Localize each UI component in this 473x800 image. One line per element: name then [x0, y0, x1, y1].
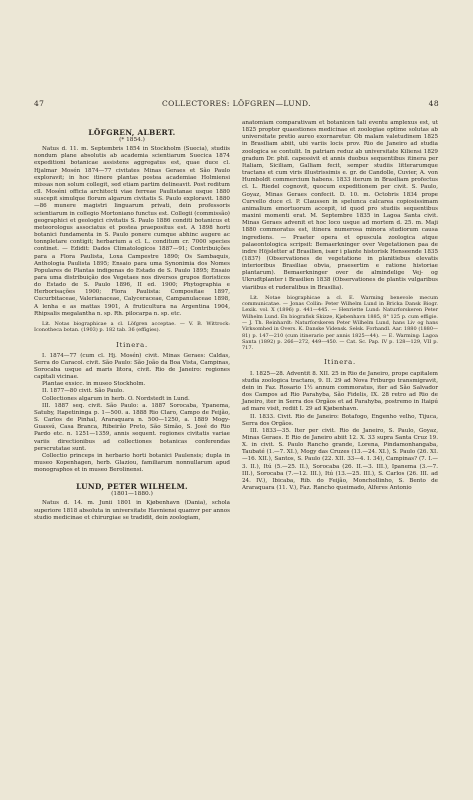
itinerary-paragraph: I. 1825—28. Adventit 8. XII. 25 in Rio de Janeiro, prope capitalem studia zoologica tractans, 9. II. 29 ad Nova Friburgo transmigravit, dein in Faz. Rosario 1½ annum commoratus, iter ad São Salvador dos Campos ad Rio Parahyba, São Fidelis, IX. 28 retro ad Rio de Janeiro, iter in Serra dos Orgãos et ad Parahyba, postremo in Itaipú ad mare visit, rediit I. 29 ad Kjøbenhavn. [242, 370, 438, 413]
page-number-right: 48 [428, 99, 439, 108]
itinerary-paragraph: III. 1887 seq. civit. São Paulo: a. 1887 Sorocaba, Ypanema, Satuby, Itapetininga p. 1—500. a. 1888 Rio Claro, Campo de Feijão, S. Carlos de Pinhal, Araraquara n. 500—1250, a. 1889 Mogy-Guassú, Casa Branca, Ribeirão Preto, São Simão, S. José do Rio Pardo etc. n. 1251—1359, annis sequent. regiones civitatis variae variis directionibus ad collectiones botanicas conferendas perscrutatae sunt. [34, 402, 230, 452]
running-header [34, 99, 439, 111]
entry-dates-lund: (1801—1880.) [111, 491, 153, 498]
biography-lund-continued: anatomiam comparativam et botanicen tali eventu amplexus est, ut 1825 propter quaestiones medicinae et zoologiae optime solutas ab universitate pretio aureo exornaretur. Ob malam valetudinem 1825 in Brasiliam abiit, ubi variis locis prov. Rio de Janeiro ad studia zoologica se contulit. In patriam reduz ab universitate Kiliensi 1829 gradum Dr. phil. capessivit et annis duobus sequentibus itinera per Italiam, Siciliam, Galliam fecit, semper studiis litterarumque tractans et cum viris illustrissimis e. gr. de Candolle, Cuvier, A. von Humboldt commercium habens. 1833 iterum in Brasiliam profectus cl. L. Riedel cognovit, quocum expeditionem per civit. S. Paulo, Goyaz, Minas Geraes confecit. D. 10. m. Octobris 1834 prope Curvello duce cl. P. Claussen in spelunca calcarea copiosissimam animalium emortuorum accepit, id quod pro studiis sequentibus maxini momenti erat. M. Septembre 1835 in Lagoa Santa civit. Minas Geraes advenit et hoc loco usque ad mortem d. 25. m. Maji 1880 commoratus est, itinera numerosa minora studiorum causa ingrediens. — Praeter opera et opuscula zoologica atque palaeontologica scripsit: Bemaerkninger over Vegetationen paa de indre Höjsletter af Brasilien, især i plante historisk Henseende 1835 (1837) (Observationes de vegetatione in planitiebus elevatis interioribus Brasiliae obvia, praesertim e ratione historiae plantarum). Bemaerkninger over de almindelige Vej- og Ukrudtplanter i Brasilien 1838 (Observationes de plantis vulgaribus viariibus et ruderalibus in Brasilia). [242, 120, 438, 291]
itinerary-paragraph: Collectiones algarum in herb. O. Nordstedt in Lund. [42, 395, 190, 402]
itinerary-paragraph: Collectio princeps in herbario horti botanici Paulensis; dupla in museo Kopenhagen, herb. Glaziou, familiarum nonnullarum apud monographos et in museo Berolinensi. [34, 452, 230, 474]
itinera-heading-lund: Itinera. [324, 358, 356, 367]
itinera-heading-lofgren: Itinera. [116, 340, 148, 349]
entry-dates-lofgren: (* 1854.) [119, 137, 145, 143]
itinerary-paragraph: II. 1833. Civit. Rio de Janeiro: Botafogo, Engenho velho, Tijuca, Serra dos Orgãos. [242, 413, 438, 427]
biography-lofgren: Natus d. 11. m. Septembris 1854 in Stockholm (Suecia), studiis nondum plane absolutis ab academia scientiarum Suecica 1874 expeditioni botanicae assistens aggregatus est, quae duce cl. Hjalmar Mosén 1874—77 civitates Minas Geraes et São Paulo exploravit; in hoc itinere plantas postea academiae Holmiensi missas non solum collegit, sed etiam partim delineavit. Post reditum cll. Moséni officia architecti viae ferreae Paulistanae usque 1880 suscepit simulque florum algarum civitatis S. Paulo exploravit. 1880—86 munere magistri linguarum privati, dein professoris scientiarum in collegio Mortoniano functus est. Collegii (commissão) geographici et geologici civitatis S. Paulo 1886 conditi botanicus et meteorologus associatus et postea praepositus est. A 1898 horti botanici fundamenta in S. Paulo ponere cumque abhinc augere ac tonnpletare contigit; herbarium a cl. L. conditum cr. 7000 species continet. — Edidit: Dados Climatologicos 1887—91; Contribuições para a Flora Paulista, Loxa Campestre 1890; Os Sambaquis, Anthologia Paulista 1895; Ensaio para uma Synonimia dos Nomes Populares de Plantas indigenas do Estado de S. Paulo 1895; Ensaio para uma distribuição dos Vegetaes nos diversos grupos floristicos do Estado de S. Paulo 1896, II ed. 1900; Phytographia e Herborisações 1900; Flora Paulista: Compositae 1897, Cucurbitaceae, Valerianaceae, Calyceraceae, Campanulaceae 1898, A lenha e as mattas 1901, A fruticultura na Argentina 1904, Rhipsalis megalantha n. sp. Rh. pilocarpa n. sp. etc. [34, 146, 230, 317]
entry-name-lofgren: LÖFGREN, ALBERT. [88, 128, 176, 137]
running-title: COLLECTORES: LÖFGREN—LUND. [162, 99, 311, 108]
literature-lund: Lit. Notae biographicae a cl. E. Warming benevole mecum communicatae. — Jonas Collin: Peter Wilhelm Lund in Bricka Dansk Biogr. Lexik. vol. X (1896) p. 441—445. — Henriette Lund: Naturforskeren Peter Wilhelm Lund. En biografisk Skizze, Kjøbenhavn 1885, 8° 125 p. cum effigie. — J. Th. Reinhardt: Naturforskeren Peter Wilhelm Lund, hans Liv og hans Virksomhed in Overs. K. Danske Vidensk. Selsk. Forhandl. Aar. 1880 (1880—81) p. 147—210 (cum itinerario per annis 1825—44). — E. Warming: Lagoa Santa (1892) p. 266—272, 449—450. — Cat. Sc. Pap. IV p. 128—129, VII p. 717. [242, 294, 438, 352]
itinerary-paragraph: I. 1874—77 (cum cl. Hj. Mosén) civit. Minas Geraes: Caldas, Serra do Caracol. civit. São Paulo: São João da Boa Vista, Campinas, Sorocaba usque ad maris litora, civit. Rio de Janeiro: regiones capitali vicinae. [34, 352, 230, 381]
itinerary-paragraph: II. 1877—80 civit. São Paulo. [42, 388, 124, 395]
itinerary-paragraph: III. 1833—35. Iter per civit. Rio de Janeiro, S. Paulo, Goyaz, Minas Geraes. E Rio de Janeiro abiit 12. X. 33 supra Santa Cruz 19. X. in civit. S. Paulo Rancho grande, Lorena, Pindamonhangaba, Taubaté (1.—7. XI.), Mogy das Cruzes (13.—24. XI.), S. Paulo (26. XI.—16. XII.), Santos, S. Paulo (22. XII. 33—4. I. 34), Campinas? (7. I.—3. II.), Itú (5.—25. II.), Sorocaba (26. II.—3. III.), Ipanema (3.—7. III.), Sorocaba (7.—12. III.), Itú (13.—25. III.), S. Carlos (26. III. ad 24. IV.), Ibicaba, Rib. do Feijão, Monchollinho, S. Bento de Araraquara (11. V.), Faz. Rancho queimado, Alferes Antonio [242, 427, 438, 492]
itinerary-paragraph: Plantae exsicc. in museo Stockholm. [42, 381, 146, 388]
right-column [242, 120, 438, 492]
biography-lund-start: Natus d. 14. m. Junii 1801 in Kjøbenhavn (Dania), schola superiore 1818 absoluta in universitate Havniensi quamvr per annos studio medicinae et chirurgiae se tradidit, dein zoologiam, [34, 500, 230, 521]
left-column [34, 120, 230, 522]
page-number-left: 47 [34, 99, 45, 108]
literature-lofgren: Lit. Notas biographicae a cl. Löfgren acceptae. — V. B. Wittrock: Iconotheca botan. (1903) p. 182 tab. 36 (effigies). [34, 320, 230, 334]
entry-name-lund: LUND, PETER WILHELM. [76, 482, 188, 492]
